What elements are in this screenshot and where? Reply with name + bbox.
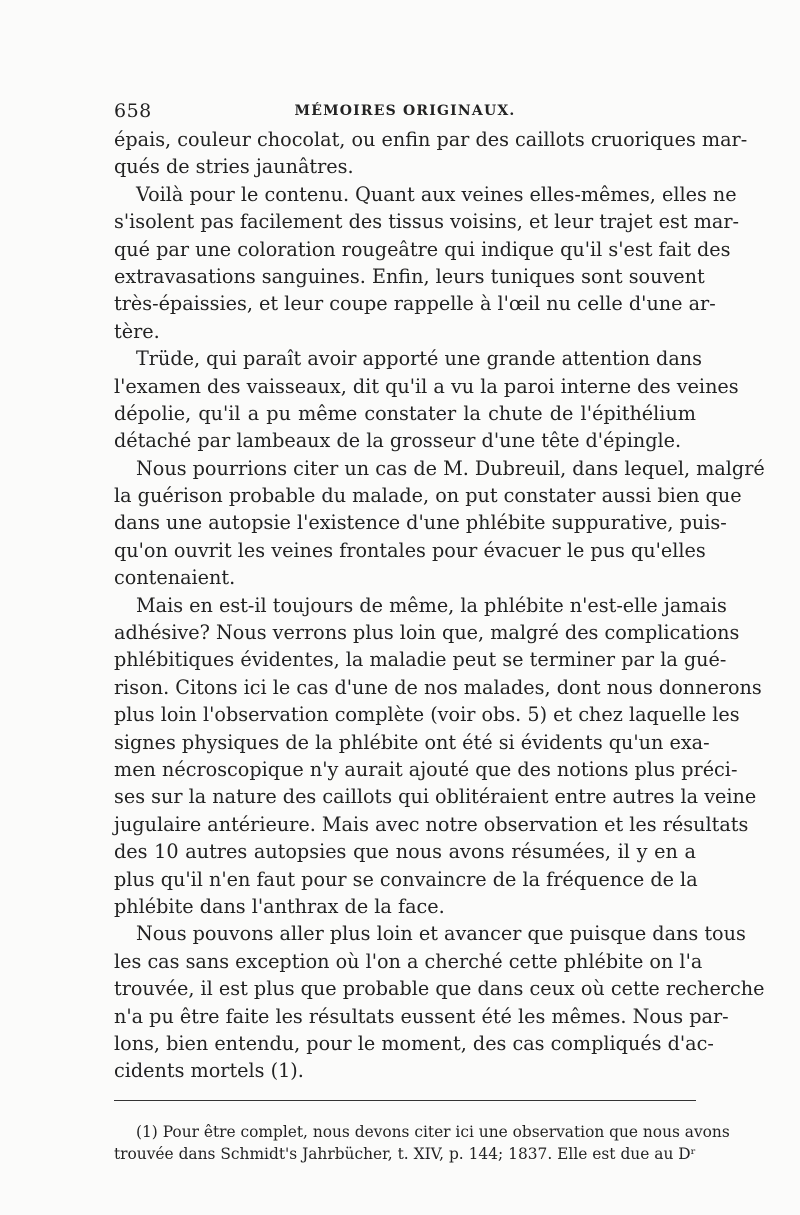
text-line: qu'on ouvrit les veines frontales pour évacuer le pus qu'elles [114,538,706,562]
text-line: détaché par lambeaux de la grosseur d'une tête d'épingle. [114,429,682,453]
text-line: la guérison probable du malade, on put constater aussi bien que [114,484,742,508]
text-line: l'examen des vaisseaux, dit qu'il a vu la paroi interne des veines [114,374,739,398]
text-line: dans une autopsie l'existence d'une phlébite suppurative, puis- [114,511,727,535]
text-line: s'isolent pas facilement des tissus voisins, et leur trajet est mar- [114,210,739,234]
text-line: men nécroscopique n'y aurait ajouté que des notions plus préci- [114,757,738,781]
text-line: qué par une coloration rougeâtre qui indique qu'il s'est fait des [114,237,731,261]
text-line: les cas sans exception où l'on a cherché cette phlébite on l'a [114,949,703,973]
footnote-rule [114,1100,696,1101]
text-line: Voilà pour le contenu. Quant aux veines elles-mêmes, elles ne [136,182,737,206]
text-line: Nous pouvons aller plus loin et avancer que puisque dans tous [136,922,746,946]
text-line: ses sur la nature des caillots qui oblitéraient entre autres la veine [114,785,757,809]
text-line: cidents mortels (1). [114,1059,304,1083]
text-line: lons, bien entendu, pour le moment, des cas compliqués d'ac- [114,1031,714,1055]
text-line: des 10 autres autopsies que nous avons résumées, il y en a [114,840,696,864]
text-line: jugulaire antérieure. Mais avec notre observation et les résultats [114,812,749,836]
text-line: phlébite dans l'anthrax de la face. [114,894,445,918]
page-header [114,100,696,126]
text-line: phlébitiques évidentes, la maladie peut se terminer par la gué- [114,648,727,672]
text-line: plus loin l'observation complète (voir obs. 5) et chez laquelle les [114,703,740,727]
footnote [114,1121,730,1165]
text-line: Trüde, qui paraît avoir apporté une grande attention dans [136,347,702,371]
body-text [114,126,765,1085]
text-line: signes physiques de la phlébite ont été si évidents qu'un exa- [114,730,710,754]
text-line: n'a pu être faite les résultats eussent été les mêmes. Nous par- [114,1004,729,1028]
footnote-line: (1) Pour être complet, nous devons citer ici une observation que nous avons [136,1123,730,1141]
text-line: très-épaissies, et leur coupe rappelle à l'œil nu celle d'une ar- [114,292,716,316]
running-title: MÉMOIRES ORIGINAUX. [294,103,516,119]
text-line: tère. [114,319,160,343]
text-line: contenaient. [114,566,236,590]
text-line: adhésive? Nous verrons plus loin que, malgré des complications [114,621,740,645]
text-line: Mais en est-il toujours de même, la phlébite n'est-elle jamais [136,593,727,617]
text-line: qués de stries jaunâtres. [114,155,354,179]
text-line: Nous pourrions citer un cas de M. Dubreuil, dans lequel, malgré [136,456,765,480]
text-line: épais, couleur chocolat, ou enfin par des caillots cruoriques mar- [114,128,748,151]
text-line: dépolie, qu'il a pu même constater la chute de l'épithélium [114,401,696,425]
text-line: plus qu'il n'en faut pour se convaincre de la fréquence de la [114,867,698,891]
footnote-line: trouvée dans Schmidt's Jahrbücher, t. XIV, p. 144; 1837. Elle est due au Dʳ [114,1145,696,1163]
text-line: trouvée, il est plus que probable que dans ceux où cette recherche [114,977,765,1001]
page-number: 658 [114,100,152,122]
text-line: rison. Citons ici le cas d'une de nos malades, dont nous donnerons [114,675,762,699]
text-line: extravasations sanguines. Enfin, leurs tuniques sont souvent [114,264,705,288]
